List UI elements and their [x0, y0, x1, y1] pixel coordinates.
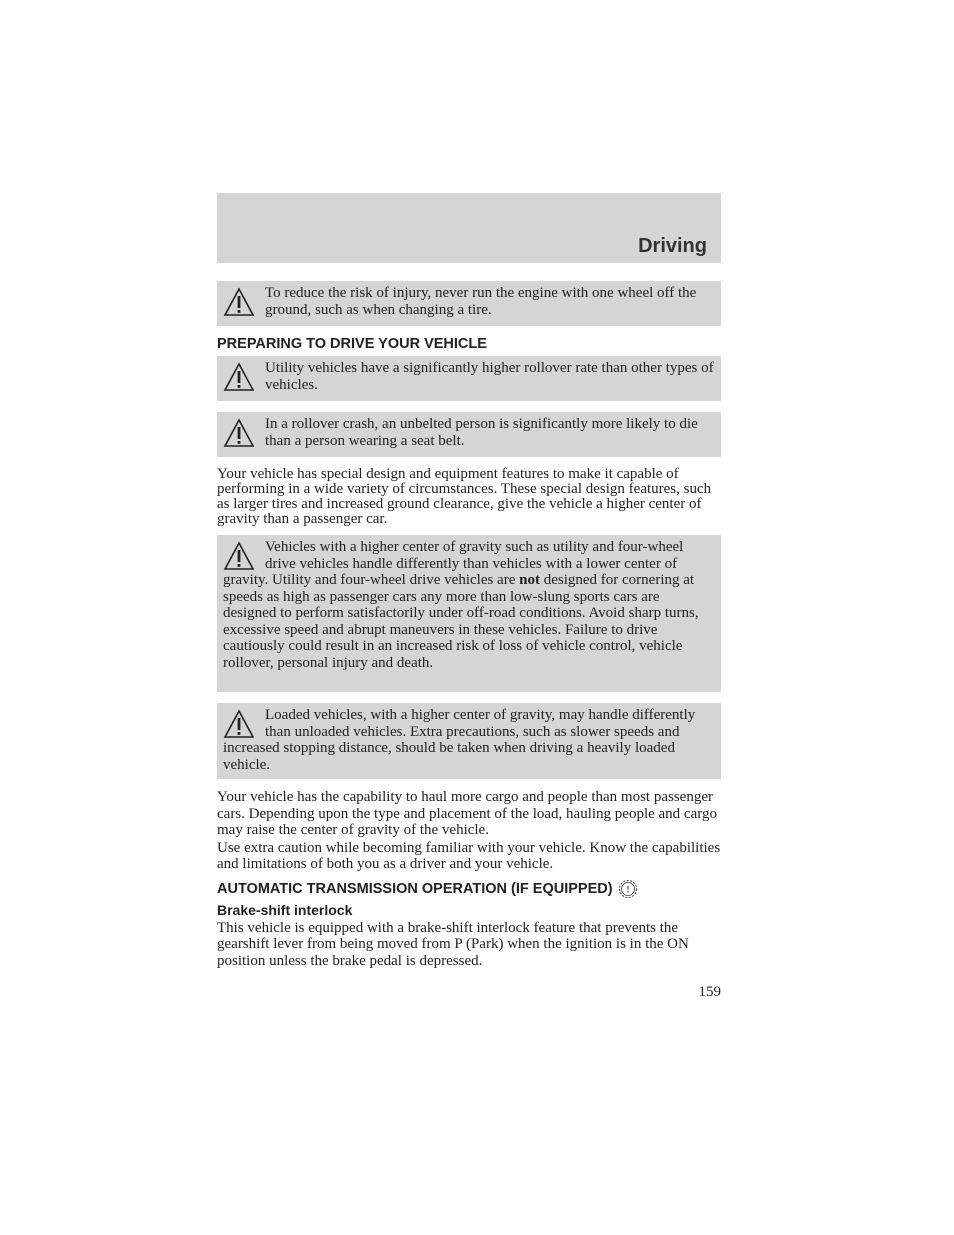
paragraph-interlock: This vehicle is equipped with a brake-shift interlock feature that prevents the gearshift lever from being moved from P (Park) when the ignition is in the ON position unless the brake pedal is depressed.	[217, 919, 689, 969]
svg-text:!: !	[626, 884, 630, 894]
warning-box	[217, 281, 721, 326]
page-title: Driving	[638, 235, 707, 257]
section-heading-transmission	[217, 878, 721, 900]
subsection-heading-brake-shift: Brake-shift interlock	[217, 901, 353, 918]
section-heading-preparing: PREPARING TO DRIVE YOUR VEHICLE	[217, 336, 487, 352]
section-heading-text: AUTOMATIC TRANSMISSION OPERATION (IF EQUIPPED)	[217, 880, 613, 897]
paragraph-caution: Use extra caution while becoming familiar with your vehicle. Know the capabilities and limitations of both you as a driver and your vehicle.	[217, 839, 721, 872]
warning-text-part: Vehicles with a higher center of gravity such as utility and four-wheel drive vehicles handle differently than vehicles with a lower center of gravity. Utility and four-wheel drive vehicles are	[223, 539, 684, 588]
paragraph-cargo: Your vehicle has the capability to haul more cargo and people than most passenger cars. Depending upon the type and placement of the load, hauling people and cargo may raise the center of gravity of the vehicle.	[217, 789, 717, 838]
warning-box	[217, 356, 721, 401]
warning-box	[217, 535, 721, 692]
warning-triangle-icon	[223, 709, 255, 739]
gear-info-icon	[617, 878, 639, 900]
warning-text-part: designed for cornering at speeds as high as passenger cars any more than low-slung sports cars are designed to perform satisfactorily under off-road conditions. Avoid sharp turns, excessive speed and abrupt maneuvers in these vehicles. Failure to drive cautiously could result in an increased risk of loss of vehicle control, vehicle rollover, personal injury and death.	[223, 572, 699, 671]
warning-triangle-icon	[223, 287, 255, 317]
warning-text	[223, 539, 715, 671]
emphasis-not: not	[519, 572, 540, 588]
manual-page	[217, 193, 721, 1001]
page-header	[217, 193, 721, 263]
paragraph-design: Your vehicle has special design and equipment features to make it capable of performing in a wide variety of circumstances. These special design features, such as larger tires and increased ground clearance, give the vehicle a higher center of gravity than a passenger car.	[217, 466, 712, 527]
warning-text: Utility vehicles have a significantly higher rollover rate than other types of vehicles.	[265, 360, 714, 393]
warning-box	[217, 703, 721, 779]
warning-box	[217, 412, 721, 457]
warning-triangle-icon	[223, 362, 255, 392]
warning-triangle-icon	[223, 541, 255, 571]
warning-text: In a rollover crash, an unbelted person is significantly more likely to die than a person wearing a seat belt.	[265, 416, 698, 449]
warning-triangle-icon	[223, 418, 255, 448]
page-number: 159	[698, 984, 721, 1000]
warning-text: To reduce the risk of injury, never run the engine with one wheel off the ground, such as when changing a tire.	[265, 285, 697, 318]
warning-text: Loaded vehicles, with a higher center of gravity, may handle differently than unloaded vehicles. Extra precautions, such as slower speeds and increased stopping distance, should be taken when driving a heavily loaded vehicle.	[223, 707, 696, 773]
